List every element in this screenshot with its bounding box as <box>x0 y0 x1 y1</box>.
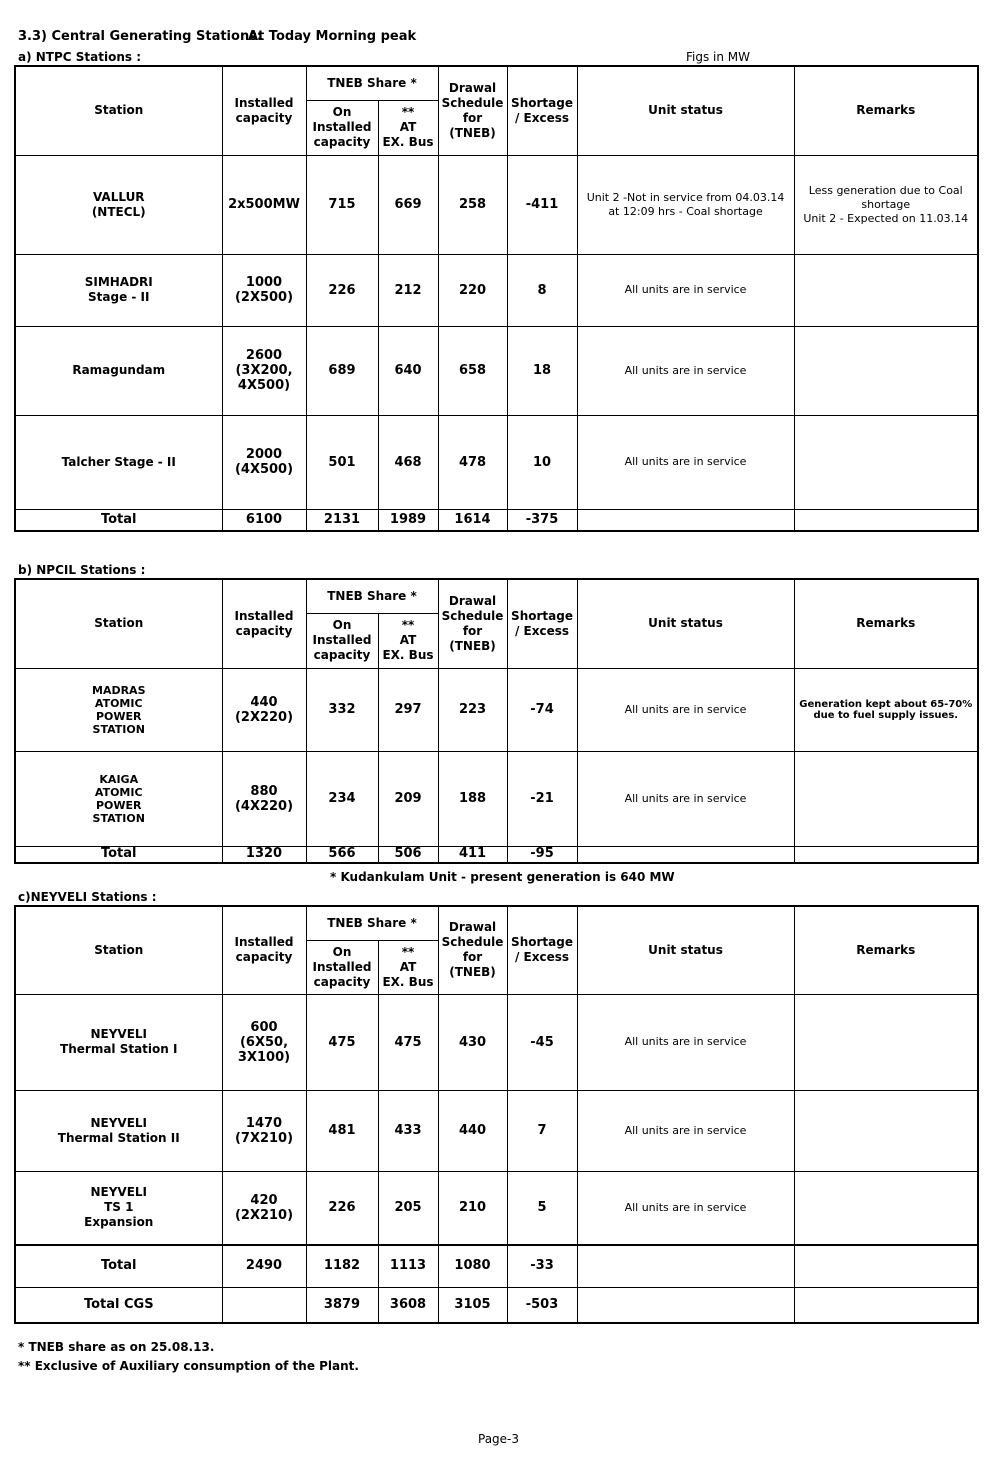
at-ex-bus-value: 209 <box>378 751 438 846</box>
total-at-ex-bus: 1989 <box>378 509 438 531</box>
total-shortage: -95 <box>507 846 577 863</box>
total-row <box>15 1245 978 1287</box>
shortage-value: 10 <box>507 415 577 509</box>
station-name: Talcher Stage - II <box>15 415 222 509</box>
col-unit-status: Unit status <box>577 906 794 994</box>
station-name: MADRAS ATOMIC POWER STATION <box>15 668 222 751</box>
shortage-value: -45 <box>507 994 577 1090</box>
shortage-value: 18 <box>507 326 577 415</box>
total-shortage: -375 <box>507 509 577 531</box>
total-cgs-drawal: 3105 <box>438 1287 507 1323</box>
table-row <box>15 155 978 254</box>
unit-status-text: All units are in service <box>577 751 794 846</box>
total-label: Total <box>15 846 222 863</box>
table-row <box>15 254 978 326</box>
col-shortage: Shortage / Excess <box>507 906 577 994</box>
total-shortage: -33 <box>507 1245 577 1287</box>
remarks-text <box>794 326 978 415</box>
installed-capacity: 420 (2X210) <box>222 1171 306 1245</box>
station-name: VALLUR (NTECL) <box>15 155 222 254</box>
station-name: NEYVELI TS 1 Expansion <box>15 1171 222 1245</box>
total-on-installed: 566 <box>306 846 378 863</box>
unit-status-text: All units are in service <box>577 1171 794 1245</box>
peak-label: At Today Morning peak <box>248 29 417 44</box>
total-status-empty <box>577 846 794 863</box>
figs-unit-label: Figs in MW <box>686 50 751 64</box>
total-remarks-empty <box>794 846 978 863</box>
footnote-auxiliary: ** Exclusive of Auxiliary consumption of the Plant. <box>18 1359 359 1373</box>
total-remarks-empty <box>794 1245 978 1287</box>
station-name: SIMHADRI Stage - II <box>15 254 222 326</box>
installed-capacity: 440 (2X220) <box>222 668 306 751</box>
table-row <box>15 994 978 1090</box>
col-installed: Installed capacity <box>222 906 306 994</box>
col-on-installed: On Installed capacity <box>306 613 378 668</box>
installed-capacity: 880 (4X220) <box>222 751 306 846</box>
col-tneb-share: TNEB Share * <box>306 66 438 100</box>
col-on-installed: On Installed capacity <box>306 100 378 155</box>
at-ex-bus-value: 433 <box>378 1090 438 1171</box>
unit-status-text: All units are in service <box>577 415 794 509</box>
col-tneb-share: TNEB Share * <box>306 906 438 940</box>
shortage-value: 5 <box>507 1171 577 1245</box>
total-at-ex-bus: 1113 <box>378 1245 438 1287</box>
on-installed-value: 234 <box>306 751 378 846</box>
col-installed: Installed capacity <box>222 66 306 155</box>
table-row <box>15 326 978 415</box>
col-station: Station <box>15 579 222 668</box>
total-cgs-label: Total CGS <box>15 1287 222 1323</box>
at-ex-bus-value: 468 <box>378 415 438 509</box>
kudankulam-note: * Kudankulam Unit - present generation is 640 MW <box>330 870 675 884</box>
col-tneb-share: TNEB Share * <box>306 579 438 613</box>
col-at-ex-bus: ** AT EX. Bus <box>378 940 438 994</box>
col-drawal: Drawal Schedule for (TNEB) <box>438 906 507 994</box>
remarks-text: Less generation due to Coal shortage Unit 2 - Expected on 11.03.14 <box>794 155 978 254</box>
total-drawal: 411 <box>438 846 507 863</box>
at-ex-bus-value: 475 <box>378 994 438 1090</box>
on-installed-value: 481 <box>306 1090 378 1171</box>
total-remarks-empty <box>794 509 978 531</box>
shortage-value: -411 <box>507 155 577 254</box>
col-unit-status: Unit status <box>577 66 794 155</box>
col-at-ex-bus: ** AT EX. Bus <box>378 613 438 668</box>
at-ex-bus-value: 297 <box>378 668 438 751</box>
table-row <box>15 1171 978 1245</box>
station-name: NEYVELI Thermal Station I <box>15 994 222 1090</box>
drawal-value: 210 <box>438 1171 507 1245</box>
col-shortage: Shortage / Excess <box>507 579 577 668</box>
station-name: Ramagundam <box>15 326 222 415</box>
at-ex-bus-value: 212 <box>378 254 438 326</box>
col-drawal: Drawal Schedule for (TNEB) <box>438 66 507 155</box>
col-remarks: Remarks <box>794 906 978 994</box>
table-row <box>15 1090 978 1171</box>
shortage-value: -21 <box>507 751 577 846</box>
on-installed-value: 226 <box>306 254 378 326</box>
drawal-value: 223 <box>438 668 507 751</box>
total-drawal: 1614 <box>438 509 507 531</box>
remarks-text <box>794 1090 978 1171</box>
drawal-value: 188 <box>438 751 507 846</box>
installed-capacity: 1000 (2X500) <box>222 254 306 326</box>
remarks-text <box>794 254 978 326</box>
remarks-text <box>794 994 978 1090</box>
station-name: NEYVELI Thermal Station II <box>15 1090 222 1171</box>
unit-status-text: All units are in service <box>577 1090 794 1171</box>
col-on-installed: On Installed capacity <box>306 940 378 994</box>
col-installed: Installed capacity <box>222 579 306 668</box>
installed-capacity: 1470 (7X210) <box>222 1090 306 1171</box>
total-cgs-at-ex-bus: 3608 <box>378 1287 438 1323</box>
drawal-value: 478 <box>438 415 507 509</box>
remarks-text <box>794 1171 978 1245</box>
total-label: Total <box>15 509 222 531</box>
shortage-value: 8 <box>507 254 577 326</box>
total-installed: 1320 <box>222 846 306 863</box>
shortage-value: -74 <box>507 668 577 751</box>
col-station: Station <box>15 66 222 155</box>
col-at-ex-bus: ** AT EX. Bus <box>378 100 438 155</box>
col-shortage: Shortage / Excess <box>507 66 577 155</box>
total-installed: 6100 <box>222 509 306 531</box>
total-on-installed: 2131 <box>306 509 378 531</box>
on-installed-value: 226 <box>306 1171 378 1245</box>
total-cgs-status-empty <box>577 1287 794 1323</box>
total-row <box>15 509 978 531</box>
table-row <box>15 415 978 509</box>
unit-status-text: All units are in service <box>577 326 794 415</box>
col-remarks: Remarks <box>794 66 978 155</box>
table-row <box>15 668 978 751</box>
footnote-tneb-share: * TNEB share as on 25.08.13. <box>18 1340 215 1354</box>
installed-capacity: 2000 (4X500) <box>222 415 306 509</box>
unit-status-text: Unit 2 -Not in service from 04.03.14 at 12:09 hrs - Coal shortage <box>577 155 794 254</box>
drawal-value: 658 <box>438 326 507 415</box>
total-cgs-on-installed: 3879 <box>306 1287 378 1323</box>
remarks-text <box>794 415 978 509</box>
at-ex-bus-value: 205 <box>378 1171 438 1245</box>
total-row <box>15 846 978 863</box>
total-label: Total <box>15 1245 222 1287</box>
station-name: KAIGA ATOMIC POWER STATION <box>15 751 222 846</box>
on-installed-value: 501 <box>306 415 378 509</box>
installed-capacity: 2600 (3X200, 4X500) <box>222 326 306 415</box>
on-installed-value: 475 <box>306 994 378 1090</box>
total-drawal: 1080 <box>438 1245 507 1287</box>
on-installed-value: 689 <box>306 326 378 415</box>
at-ex-bus-value: 669 <box>378 155 438 254</box>
unit-status-text: All units are in service <box>577 668 794 751</box>
npcil-table <box>14 578 979 864</box>
on-installed-value: 332 <box>306 668 378 751</box>
total-status-empty <box>577 509 794 531</box>
ntpc-section-label: a) NTPC Stations : <box>18 50 141 64</box>
table-row <box>15 751 978 846</box>
col-remarks: Remarks <box>794 579 978 668</box>
drawal-value: 220 <box>438 254 507 326</box>
unit-status-text: All units are in service <box>577 254 794 326</box>
drawal-value: 440 <box>438 1090 507 1171</box>
col-station: Station <box>15 906 222 994</box>
drawal-value: 258 <box>438 155 507 254</box>
total-installed: 2490 <box>222 1245 306 1287</box>
report-title <box>18 29 417 44</box>
remarks-text: Generation kept about 65-70% due to fuel supply issues. <box>794 668 978 751</box>
shortage-value: 7 <box>507 1090 577 1171</box>
on-installed-value: 715 <box>306 155 378 254</box>
neyveli-table <box>14 905 979 1324</box>
col-unit-status: Unit status <box>577 579 794 668</box>
remarks-text <box>794 751 978 846</box>
neyveli-section-label: c)NEYVELI Stations : <box>18 890 157 904</box>
installed-capacity: 2x500MW <box>222 155 306 254</box>
total-cgs-remarks-empty <box>794 1287 978 1323</box>
ntpc-table <box>14 65 979 532</box>
col-drawal: Drawal Schedule for (TNEB) <box>438 579 507 668</box>
total-cgs-installed <box>222 1287 306 1323</box>
drawal-value: 430 <box>438 994 507 1090</box>
total-cgs-row <box>15 1287 978 1323</box>
total-cgs-shortage: -503 <box>507 1287 577 1323</box>
total-on-installed: 1182 <box>306 1245 378 1287</box>
npcil-section-label: b) NPCIL Stations : <box>18 563 146 577</box>
total-at-ex-bus: 506 <box>378 846 438 863</box>
at-ex-bus-value: 640 <box>378 326 438 415</box>
total-status-empty <box>577 1245 794 1287</box>
unit-status-text: All units are in service <box>577 994 794 1090</box>
section-heading: 3.3) Central Generating Stations: <box>18 29 263 44</box>
page-number: Page-3 <box>478 1432 520 1446</box>
installed-capacity: 600 (6X50, 3X100) <box>222 994 306 1090</box>
